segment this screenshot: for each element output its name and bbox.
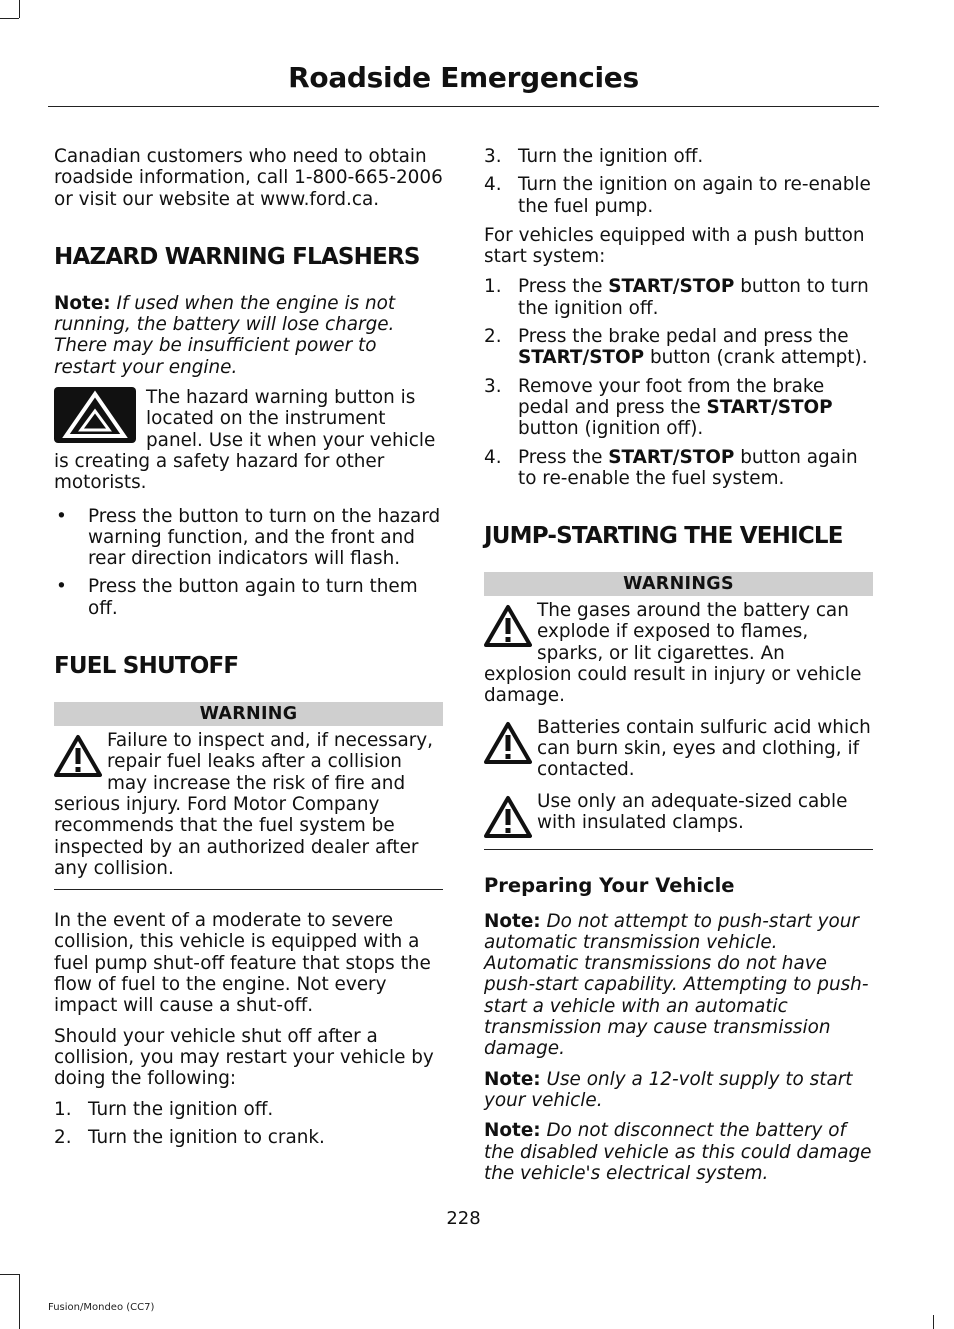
step-text: Turn the ignition off. [88,1098,274,1120]
list-item [484,146,873,167]
jump-warning [484,717,873,781]
crop-mark [0,18,19,19]
hazard-description [54,387,443,493]
bullet-glyph: • [56,576,67,598]
step-text: Press the [518,446,609,468]
warning-text: The gases around the battery can explode if exposed to flames, sparks, or lit cigarettes. An explosion could result in injury or vehicle damage. [484,600,862,707]
step-number: 2. [54,1126,72,1148]
fuel-warning [54,730,443,879]
warning-text: Failure to inspect and, if necessary, repair fuel leaks after a collision may increase the risk of fire and serious injury. Ford Motor Company recommends that the fuel system be inspected by an authorized dealer after any collision. [54,730,434,879]
list-item-text: Press the button to turn on the hazard warning function, and the front and rear direction indicators will flash. [88,505,441,570]
warning-divider [54,889,443,890]
warning-header: WARNING [54,702,443,726]
page-number: 228 [446,1208,481,1229]
step-text: Remove your foot from the brake pedal and press the [518,375,825,418]
warning-divider [484,849,873,850]
step-text: button again to re-enable the fuel system. [518,446,858,489]
step-text: Turn the ignition off. [518,146,704,167]
step-number: 4. [484,446,502,468]
note-text: Do not disconnect the battery of the disabled vehicle as this could damage the vehicle's electrical system. [484,1120,872,1184]
step-number: 2. [484,326,502,348]
list-item [54,506,443,570]
warning-triangle-icon [54,734,102,778]
restart-steps [54,1099,443,1149]
hazard-description-text: The hazard warning button is located on the instrument panel. Use it when your vehicle is creating a safety hazard for other motorists. [54,387,436,494]
list-item [484,376,873,440]
list-item [54,576,443,619]
step-text: Turn the ignition on again to re-enable the fuel pump. [518,174,871,217]
restart-steps-continued [484,146,873,217]
start-stop-label: START/STOP [518,347,645,369]
step-number: 3. [484,146,502,167]
note-text: Use only a 12-volt supply to start your vehicle. [484,1068,853,1111]
start-stop-label: START/STOP [608,446,735,468]
note-label: Note: [484,1068,541,1090]
preparing-note [484,911,873,1060]
step-text: button to turn the ignition off. [518,276,869,319]
preparing-note [484,1120,873,1184]
crop-mark [19,1274,20,1329]
step-number: 4. [484,174,502,196]
jump-warning [484,600,873,706]
note-text: If used when the engine is not running, the battery will lose charge. There may be insufficient power to restart your engine. [54,292,396,378]
warning-triangle-icon [484,795,532,839]
note-label: Note: [54,292,111,314]
step-number: 1. [54,1098,72,1120]
step-text: button (ignition off). [518,418,704,440]
title-divider [48,106,879,107]
page-title: Roadside Emergencies [288,61,639,94]
right-column [484,146,873,1193]
note-label: Note: [484,1120,541,1142]
start-stop-label: START/STOP [608,276,735,298]
jump-start-heading: JUMP-STARTING THE VEHICLE [484,523,843,550]
hazard-triangle-icon [54,387,136,443]
list-item [484,326,873,369]
intro-paragraph: Canadian customers who need to obtain roadside information, call 1-800-665-2006 or visit our website at www.ford.ca. [54,146,443,210]
hazard-note [54,293,443,378]
footer-model: Fusion/Mondeo (CC7) [48,1302,155,1313]
warning-text: Use only an adequate-sized cable with insulated clamps. [537,790,848,833]
step-text: Turn the ignition to crank. [88,1126,325,1148]
fuel-paragraph: In the event of a moderate to severe collision, this vehicle is equipped with a fuel pump shut-off feature that stops the flow of fuel to the engine. Not every impact will cause a shut-off. [54,910,431,1017]
list-item [484,276,873,319]
warning-text: Batteries contain sulfuric acid which can burn skin, eyes and clothing, if contacted. [537,716,871,781]
crop-mark [19,0,20,18]
warning-triangle-icon [484,604,532,648]
bullet-glyph: • [56,505,67,527]
fuel-paragraph: Should your vehicle shut off after a collision, you may restart your vehicle by doing the following: [54,1025,434,1090]
step-number: 3. [484,375,502,397]
list-item [484,447,873,490]
hazard-bullets [54,506,443,619]
step-text: Press the brake pedal and press the [518,326,849,348]
push-button-steps [484,276,873,489]
list-item-text: Press the button again to turn them off. [88,576,418,619]
crop-mark [933,1315,934,1329]
left-column [54,146,443,1156]
step-text: Press the [518,276,609,298]
step-text: button (crank attempt). [644,347,868,369]
push-button-intro: For vehicles equipped with a push button start system: [484,224,865,268]
note-text: Do not attempt to push-start your automatic transmission vehicle. Automatic transmissions do not have push-start capability. Attempting to push-start a vehicle with an automatic transmission may cause transmission damage. [484,910,869,1060]
fuel-shutoff-heading: FUEL SHUTOFF [54,653,239,680]
list-item [54,1099,443,1120]
list-item [54,1127,443,1148]
preparing-note [484,1069,873,1112]
jump-warning [484,791,873,839]
hazard-heading: HAZARD WARNING FLASHERS [54,243,420,270]
preparing-heading: Preparing Your Vehicle [484,873,735,897]
warnings-header: WARNINGS [484,572,873,596]
warning-triangle-icon [484,721,532,765]
crop-mark [0,1274,19,1275]
list-item [484,174,873,217]
step-number: 1. [484,276,502,298]
note-label: Note: [484,910,541,932]
start-stop-label: START/STOP [706,396,833,418]
